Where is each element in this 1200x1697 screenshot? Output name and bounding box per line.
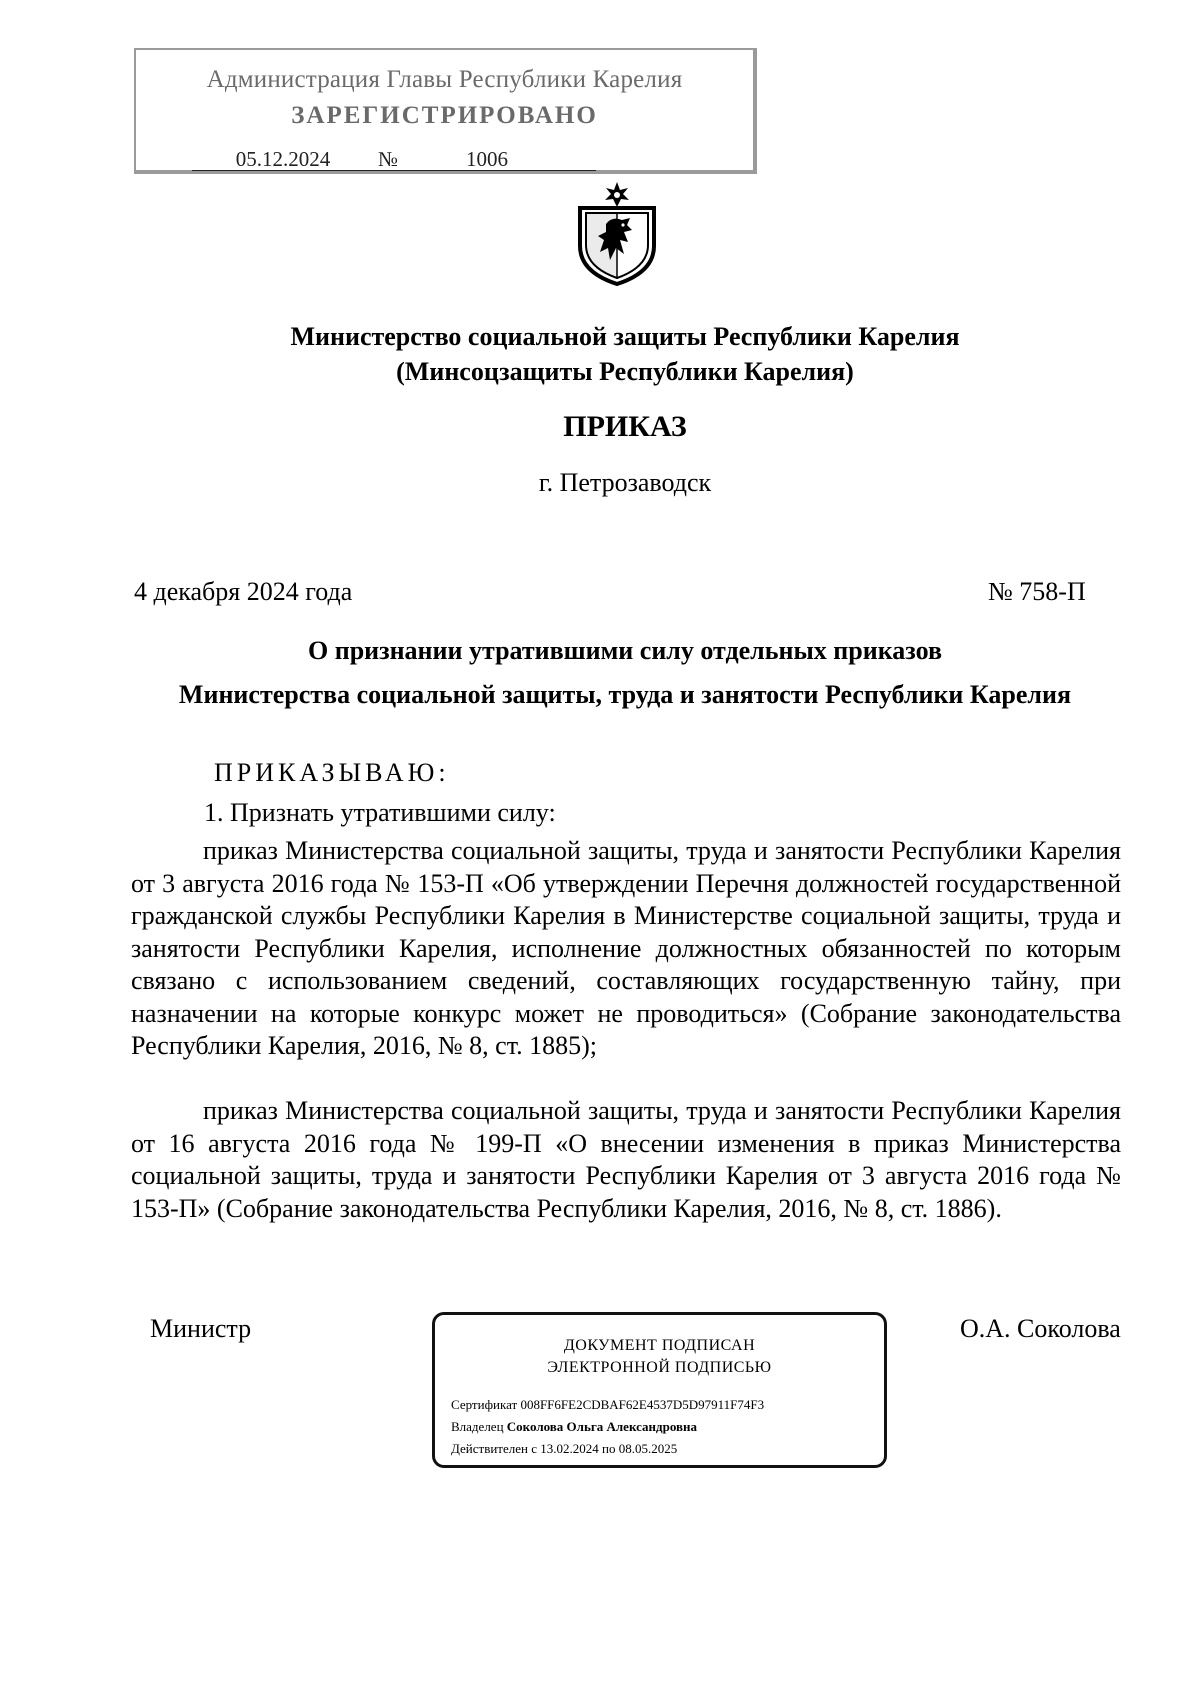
registration-stamp (134, 48, 757, 174)
esign-valid-from: 13.02.2024 (540, 1441, 599, 1456)
registration-status: ЗАРЕГИСТРИРОВАНО (291, 102, 598, 129)
registration-date: 05.12.2024 (192, 148, 374, 171)
esign-cert-value: 008FF6FE2CDBAF62E4537D5D97911F74F3 (520, 1397, 765, 1412)
esign-certificate-row (451, 1397, 764, 1413)
signatory-position: Министр (150, 1314, 252, 1343)
document-type: ПРИКАЗ (563, 410, 687, 443)
electronic-signature-stamp (432, 1312, 887, 1468)
esign-owner-value: Соколова Ольга Александровна (506, 1419, 698, 1434)
subject-line-1: О признании утратившими силу отдельных приказов (307, 636, 942, 665)
signatory-name: О.А. Соколова (960, 1314, 1121, 1343)
ministry-short-name: (Минсоцзащиты Республики Карелия) (396, 357, 854, 386)
esign-valid-to: 08.05.2025 (618, 1441, 678, 1456)
document-number: № 758-П (988, 577, 1086, 606)
order-word: ПРИКАЗЫВАЮ: (214, 758, 450, 787)
esign-owner-label: Владелец (451, 1419, 504, 1434)
body-paragraph-1: приказ Министерства социальной защиты, труда и занятости Республики Карелия от 3 августа 2016 года № 153-П «Об утверждении Перечня должностей государственной гражданской службы Республики Карелия в Министерстве социальной защиты, труда и занятости Республики Карелия, исполнение должностных обязанностей по которым связано с использованием сведений, составляющих государственную тайну, при назначении на которые конкурс может не проводиться» (Собрание законодательства Республики Карелия, 2016, № 8, ст. 1885); (131, 836, 1121, 1060)
esign-title-1: ДОКУМЕНТ ПОДПИСАН (563, 1337, 756, 1354)
registration-number-sign: № (374, 148, 408, 171)
document-city: г. Петрозаводск (538, 468, 712, 497)
document-date: 4 декабря 2024 года (134, 577, 353, 606)
order-item-1: 1. Признать утратившими силу: (204, 798, 556, 827)
esign-owner-row (451, 1419, 697, 1435)
subject-line-2: Министерства социальной защиты, труда и занятости Республики Карелия (178, 680, 1072, 709)
body-paragraph-2: приказ Министерства социальной защиты, труда и занятости Республики Карелия от 16 августа 2016 года № 199-П «О внесении изменения в приказ Министерства социальной защиты, труда и занятости Республики Карелия от 3 августа 2016 года № 153-П» (Собрание законодательства Республики Карелия, 2016, № 8, ст. 1886). (131, 1096, 1121, 1223)
esign-valid-label: Действителен с (451, 1441, 537, 1456)
esign-valid-to-label: по (602, 1441, 616, 1456)
registration-org: Администрация Главы Республики Карелия (206, 66, 683, 93)
ministry-full-name: Министерство социальной защиты Республики Карелия (290, 322, 960, 351)
esign-cert-label: Сертификат (451, 1397, 518, 1412)
registration-number: 1006 (404, 148, 596, 171)
esign-validity-row (451, 1441, 677, 1457)
esign-title-2: ЭЛЕКТРОННОЙ ПОДПИСЬЮ (547, 1359, 772, 1376)
coat-of-arms-icon (572, 180, 662, 286)
